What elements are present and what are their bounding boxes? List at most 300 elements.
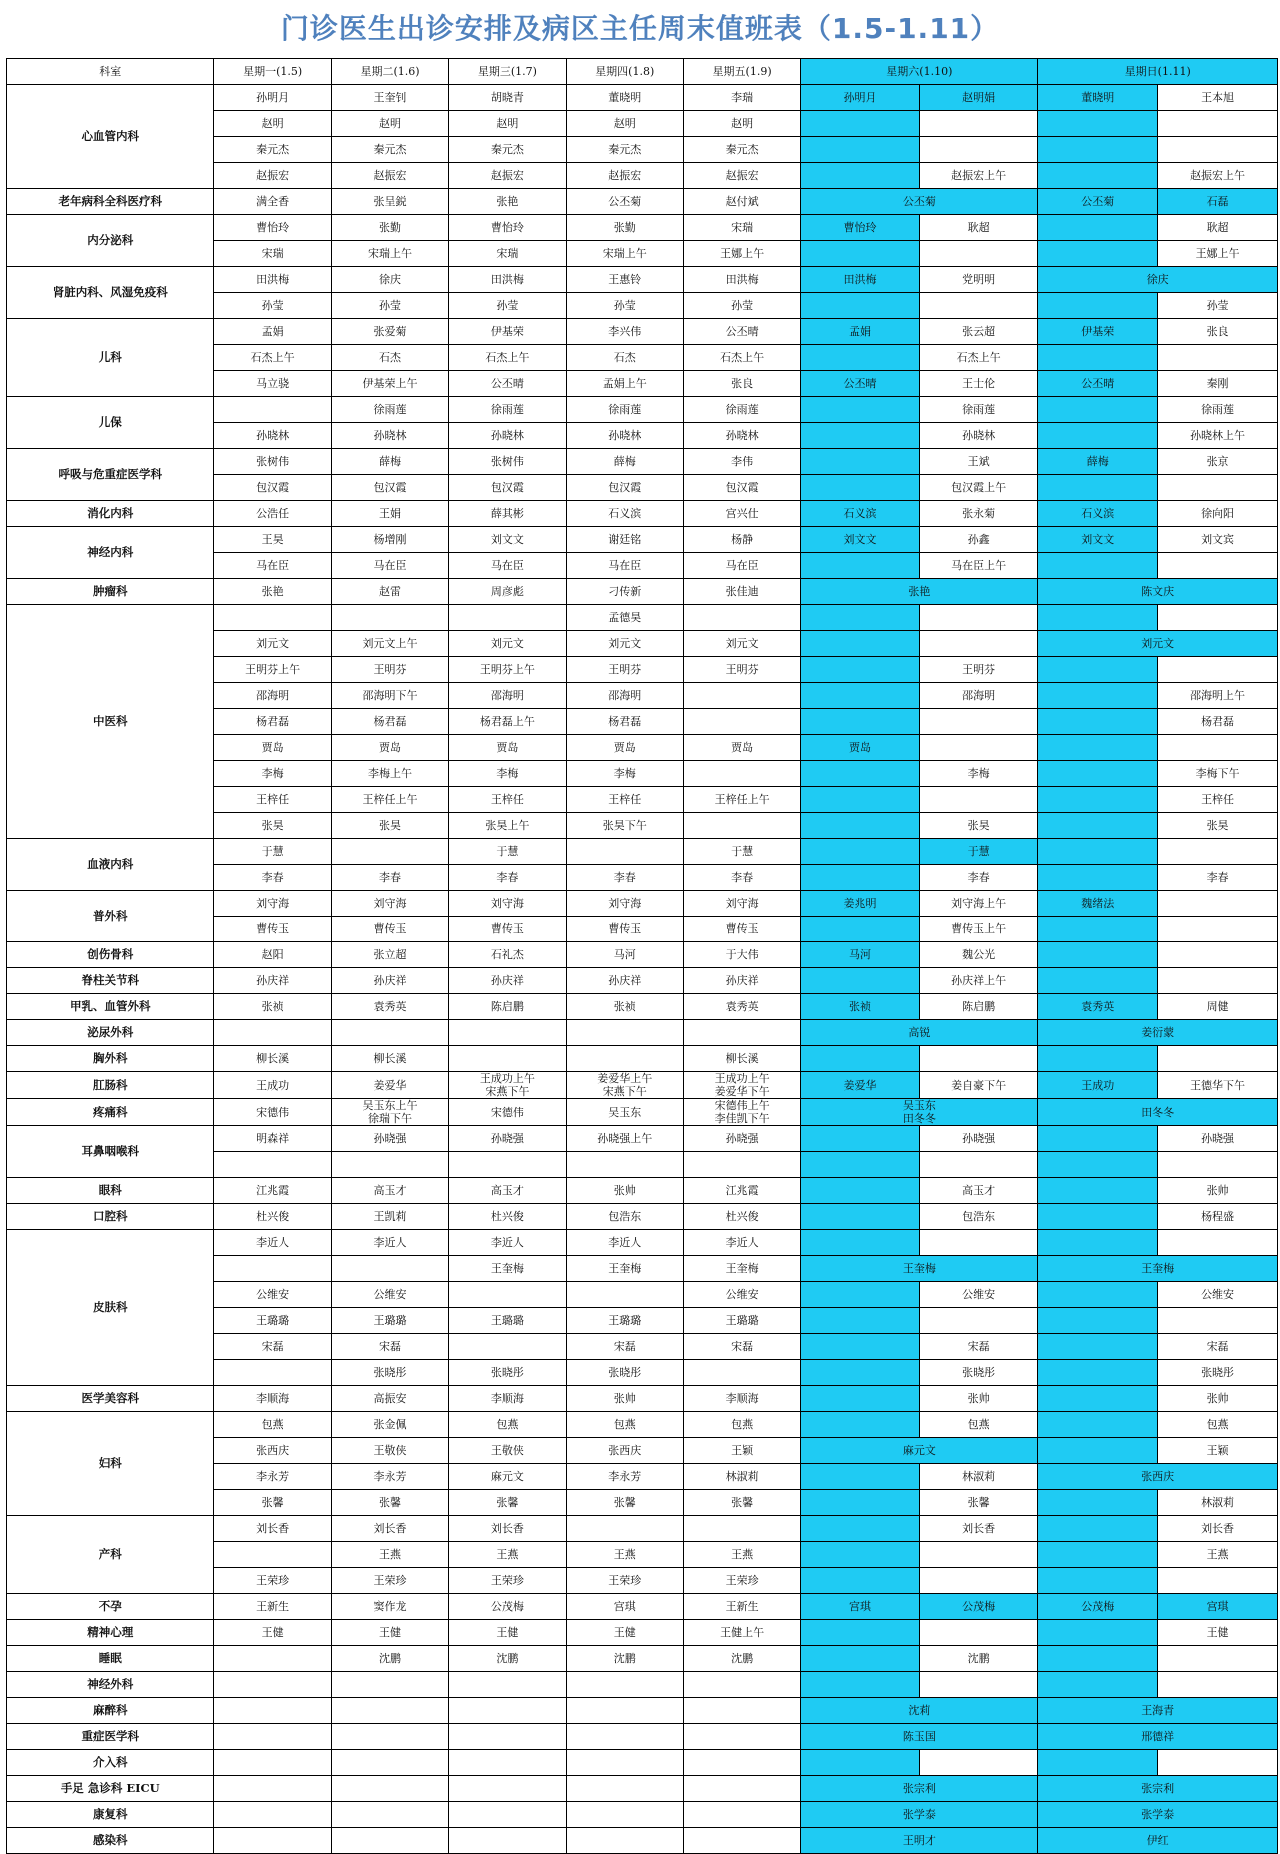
schedule-cell-wed: 沈鹏 — [449, 1646, 566, 1672]
schedule-cell-wed — [449, 1698, 566, 1724]
schedule-cell-sat-a: 王明才 — [801, 1827, 1038, 1853]
schedule-cell-thu: 宋磊 — [566, 1334, 683, 1360]
schedule-cell-mon — [214, 396, 331, 422]
schedule-cell-sat-b — [919, 1542, 1038, 1568]
department-name: 疼痛科 — [7, 1099, 214, 1126]
schedule-cell-mon: 孙晓林 — [214, 422, 331, 448]
schedule-cell-thu: 王燕 — [566, 1542, 683, 1568]
schedule-cell-sun-a — [1038, 786, 1158, 812]
table-row — [7, 994, 1278, 1020]
schedule-cell-wed: 王奎梅 — [449, 1256, 566, 1282]
schedule-cell-sun-a — [1038, 1046, 1158, 1072]
schedule-cell-thu: 张馨 — [566, 1490, 683, 1516]
schedule-cell-fri: 宫兴仕 — [683, 500, 800, 526]
schedule-cell-fri: 王荣珍 — [683, 1568, 800, 1594]
schedule-cell-sat-a — [801, 708, 920, 734]
department-name: 甲乳、血管外科 — [7, 994, 214, 1020]
schedule-cell-sun-a: 伊基荣 — [1038, 318, 1158, 344]
schedule-cell-thu — [566, 1776, 683, 1802]
schedule-cell-mon: 杜兴俊 — [214, 1204, 331, 1230]
schedule-cell-tue: 张勤 — [331, 214, 448, 240]
schedule-cell-sun-a: 张西庆 — [1038, 1464, 1278, 1490]
schedule-cell-sun-b: 张帅 — [1158, 1178, 1278, 1204]
schedule-cell-sun-b — [1158, 110, 1278, 136]
schedule-cell-wed — [449, 1046, 566, 1072]
schedule-cell-tue — [331, 604, 448, 630]
schedule-cell-sat-b: 张永菊 — [919, 500, 1038, 526]
schedule-cell-sat-a — [801, 1750, 920, 1776]
schedule-cell-wed: 刘文文 — [449, 526, 566, 552]
schedule-cell-thu: 赵振宏 — [566, 162, 683, 188]
schedule-cell-thu — [566, 1282, 683, 1308]
schedule-cell-thu: 包燕 — [566, 1412, 683, 1438]
schedule-cell-wed: 李顺海 — [449, 1386, 566, 1412]
table-row — [7, 1776, 1278, 1802]
schedule-cell-fri: 赵付斌 — [683, 188, 800, 214]
schedule-cell-mon: 刘元文 — [214, 630, 331, 656]
schedule-cell-sat-b: 张云超 — [919, 318, 1038, 344]
schedule-cell-sat-a — [801, 630, 920, 656]
schedule-cell-sat-a: 刘文文 — [801, 526, 920, 552]
schedule-cell-wed: 刘长香 — [449, 1516, 566, 1542]
schedule-cell-mon — [214, 1776, 331, 1802]
table-row — [7, 1516, 1278, 1542]
department-name: 内分泌科 — [7, 214, 214, 266]
schedule-cell-thu — [566, 1802, 683, 1828]
table-row — [7, 968, 1278, 994]
schedule-cell-tue: 李永芳 — [331, 1464, 448, 1490]
schedule-cell-sun-a — [1038, 344, 1158, 370]
schedule-cell-sun-b: 秦刚 — [1158, 370, 1278, 396]
schedule-cell-tue: 高玉才 — [331, 1178, 448, 1204]
schedule-cell-tue: 李春 — [331, 864, 448, 890]
schedule-cell-fri — [683, 1750, 800, 1776]
schedule-cell-sat-b: 徐雨莲 — [919, 396, 1038, 422]
schedule-cell-sun-b: 孙晓强 — [1158, 1126, 1278, 1152]
schedule-cell-fri: 于大伟 — [683, 942, 800, 968]
schedule-cell-sun-b — [1158, 838, 1278, 864]
schedule-cell-sat-a: 陈玉国 — [801, 1724, 1038, 1750]
schedule-cell-sat-a: 贾岛 — [801, 734, 920, 760]
schedule-cell-sun-b: 孙晓林上午 — [1158, 422, 1278, 448]
table-row — [7, 214, 1278, 240]
schedule-cell-sat-a: 公丕晴 — [801, 370, 920, 396]
schedule-cell-tue: 孙晓强 — [331, 1126, 448, 1152]
schedule-cell-wed: 张晓彤 — [449, 1360, 566, 1386]
schedule-cell-wed: 孙晓林 — [449, 422, 566, 448]
schedule-cell-mon — [214, 1020, 331, 1046]
schedule-cell-tue: 王明芬 — [331, 656, 448, 682]
schedule-cell-sat-a — [801, 1672, 920, 1698]
schedule-cell-sun-b — [1158, 1568, 1278, 1594]
schedule-cell-wed: 公丕晴 — [449, 370, 566, 396]
schedule-cell-mon — [214, 1802, 331, 1828]
schedule-cell-thu: 包浩东 — [566, 1204, 683, 1230]
schedule-cell-sun-b: 李梅下午 — [1158, 760, 1278, 786]
table-row — [7, 1750, 1278, 1776]
schedule-cell-sat-a — [801, 1334, 920, 1360]
schedule-cell-tue — [331, 1724, 448, 1750]
schedule-cell-thu: 张西庆 — [566, 1438, 683, 1464]
department-name: 妇科 — [7, 1412, 214, 1516]
schedule-cell-sat-b: 党明明 — [919, 266, 1038, 292]
schedule-cell-tue: 刘守海 — [331, 890, 448, 916]
schedule-cell-fri: 王梓任上午 — [683, 786, 800, 812]
schedule-cell-sat-a — [801, 162, 920, 188]
schedule-cell-thu: 王奎梅 — [566, 1256, 683, 1282]
table-row — [7, 448, 1278, 474]
schedule-cell-wed: 杜兴俊 — [449, 1204, 566, 1230]
schedule-cell-tue: 马在臣 — [331, 552, 448, 578]
table-row — [7, 1412, 1278, 1438]
schedule-cell-sat-b: 于慧 — [919, 838, 1038, 864]
table-row — [7, 578, 1278, 604]
schedule-cell-sun-a: 伊红 — [1038, 1827, 1278, 1853]
schedule-cell-sun-b: 王本旭 — [1158, 85, 1278, 111]
schedule-cell-thu: 谢廷铭 — [566, 526, 683, 552]
schedule-cell-sat-b: 石杰上午 — [919, 344, 1038, 370]
schedule-cell-sat-a: 张艳 — [801, 578, 1038, 604]
schedule-cell-wed: 秦元杰 — [449, 136, 566, 162]
schedule-cell-fri: 王成功上午 姜爱华下午 — [683, 1072, 800, 1099]
schedule-cell-sun-b: 徐雨莲 — [1158, 396, 1278, 422]
schedule-cell-sat-a — [801, 1412, 920, 1438]
schedule-cell-sat-a: 孙明月 — [801, 85, 920, 111]
schedule-cell-wed: 王荣珍 — [449, 1568, 566, 1594]
schedule-cell-sat-a — [801, 396, 920, 422]
schedule-cell-wed — [449, 1152, 566, 1178]
schedule-cell-fri: 袁秀英 — [683, 994, 800, 1020]
schedule-cell-thu: 张昊下午 — [566, 812, 683, 838]
schedule-cell-sun-b: 徐向阳 — [1158, 500, 1278, 526]
schedule-cell-mon — [214, 1827, 331, 1853]
schedule-cell-sat-b — [919, 1620, 1038, 1646]
schedule-cell-mon: 于慧 — [214, 838, 331, 864]
schedule-cell-sat-a — [801, 604, 920, 630]
table-row — [7, 1620, 1278, 1646]
schedule-cell-sat-b: 孙晓强 — [919, 1126, 1038, 1152]
schedule-cell-thu: 公丕菊 — [566, 188, 683, 214]
schedule-cell-sat-b: 孙晓林 — [919, 422, 1038, 448]
schedule-cell-sun-b: 杨程盛 — [1158, 1204, 1278, 1230]
schedule-cell-sat-b: 李梅 — [919, 760, 1038, 786]
schedule-cell-fri: 王燕 — [683, 1542, 800, 1568]
schedule-cell-tue: 柳长溪 — [331, 1046, 448, 1072]
schedule-cell-mon: 王璐璐 — [214, 1308, 331, 1334]
schedule-cell-tue — [331, 1152, 448, 1178]
schedule-cell-sun-a — [1038, 422, 1158, 448]
schedule-cell-fri — [683, 1672, 800, 1698]
schedule-cell-fri: 张馨 — [683, 1490, 800, 1516]
schedule-cell-fri: 李顺海 — [683, 1386, 800, 1412]
schedule-cell-sun-a — [1038, 1230, 1158, 1256]
schedule-cell-tue: 张爱菊 — [331, 318, 448, 344]
schedule-cell-fri — [683, 1776, 800, 1802]
schedule-cell-thu: 石义滨 — [566, 500, 683, 526]
schedule-cell-thu — [566, 1827, 683, 1853]
schedule-cell-thu: 徐雨莲 — [566, 396, 683, 422]
schedule-cell-sun-a — [1038, 604, 1158, 630]
schedule-cell-sun-a — [1038, 1750, 1158, 1776]
department-name: 眼科 — [7, 1178, 214, 1204]
schedule-cell-mon: 张昊 — [214, 812, 331, 838]
schedule-cell-sat-a — [801, 136, 920, 162]
schedule-cell-fri: 孙晓林 — [683, 422, 800, 448]
schedule-cell-sat-b: 王明芬 — [919, 656, 1038, 682]
schedule-cell-mon — [214, 1256, 331, 1282]
schedule-cell-sat-b: 孙庆祥上午 — [919, 968, 1038, 994]
schedule-cell-wed: 陈启鹏 — [449, 994, 566, 1020]
schedule-cell-fri — [683, 604, 800, 630]
schedule-cell-sat-a — [801, 1386, 920, 1412]
table-row — [7, 1126, 1278, 1152]
schedule-cell-sun-b: 张帅 — [1158, 1386, 1278, 1412]
schedule-cell-sun-a — [1038, 474, 1158, 500]
schedule-cell-wed — [449, 604, 566, 630]
schedule-cell-wed: 张艳 — [449, 188, 566, 214]
schedule-cell-sun-b: 孙莹 — [1158, 292, 1278, 318]
schedule-cell-sun-a — [1038, 110, 1158, 136]
schedule-cell-fri: 徐雨莲 — [683, 396, 800, 422]
schedule-cell-fri: 王娜上午 — [683, 240, 800, 266]
schedule-cell-sun-a: 徐庆 — [1038, 266, 1278, 292]
schedule-cell-wed: 宋瑞 — [449, 240, 566, 266]
schedule-cell-wed — [449, 1334, 566, 1360]
schedule-cell-tue: 贾岛 — [331, 734, 448, 760]
schedule-cell-wed: 刘元文 — [449, 630, 566, 656]
schedule-cell-mon: 王成功 — [214, 1072, 331, 1099]
schedule-cell-tue: 张立超 — [331, 942, 448, 968]
department-name: 医学美容科 — [7, 1386, 214, 1412]
schedule-cell-sat-a — [801, 1230, 920, 1256]
schedule-cell-sat-a: 王奎梅 — [801, 1256, 1038, 1282]
schedule-cell-fri: 王颖 — [683, 1438, 800, 1464]
schedule-cell-wed: 王明芬上午 — [449, 656, 566, 682]
schedule-cell-sat-b: 姜自豪下午 — [919, 1072, 1038, 1099]
schedule-cell-thu: 王荣珍 — [566, 1568, 683, 1594]
schedule-cell-mon: 张树伟 — [214, 448, 331, 474]
schedule-cell-mon: 曹怡玲 — [214, 214, 331, 240]
schedule-cell-tue: 徐庆 — [331, 266, 448, 292]
schedule-cell-fri: 曹传玉 — [683, 916, 800, 942]
schedule-cell-mon: 贾岛 — [214, 734, 331, 760]
schedule-cell-tue: 李梅上午 — [331, 760, 448, 786]
schedule-cell-sat-b — [919, 136, 1038, 162]
schedule-cell-sat-a — [801, 812, 920, 838]
schedule-cell-sat-b: 陈启鹏 — [919, 994, 1038, 1020]
schedule-cell-fri: 王新生 — [683, 1594, 800, 1620]
table-row — [7, 318, 1278, 344]
schedule-cell-tue: 曹传玉 — [331, 916, 448, 942]
schedule-cell-sun-a: 袁秀英 — [1038, 994, 1158, 1020]
schedule-body — [7, 85, 1278, 1854]
header-tuesday: 星期二(1.6) — [331, 59, 448, 85]
schedule-cell-tue — [331, 1672, 448, 1698]
schedule-cell-sat-b: 刘守海上午 — [919, 890, 1038, 916]
schedule-cell-sun-a — [1038, 240, 1158, 266]
schedule-cell-tue: 袁秀英 — [331, 994, 448, 1020]
schedule-cell-sat-a — [801, 838, 920, 864]
schedule-cell-sun-b: 邵海明上午 — [1158, 682, 1278, 708]
table-row — [7, 1724, 1278, 1750]
schedule-cell-sat-a — [801, 1204, 920, 1230]
schedule-cell-mon: 包燕 — [214, 1412, 331, 1438]
schedule-cell-mon: 石杰上午 — [214, 344, 331, 370]
schedule-cell-sun-a — [1038, 734, 1158, 760]
schedule-cell-mon — [214, 1750, 331, 1776]
schedule-cell-thu: 宫琪 — [566, 1594, 683, 1620]
schedule-cell-sun-a: 邢德祥 — [1038, 1724, 1278, 1750]
schedule-cell-fri: 刘守海 — [683, 890, 800, 916]
table-row — [7, 188, 1278, 214]
schedule-cell-sun-b: 耿超 — [1158, 214, 1278, 240]
table-row — [7, 266, 1278, 292]
schedule-cell-tue: 窦作龙 — [331, 1594, 448, 1620]
schedule-cell-sun-a: 王成功 — [1038, 1072, 1158, 1099]
schedule-cell-tue: 赵明 — [331, 110, 448, 136]
schedule-cell-mon — [214, 604, 331, 630]
schedule-cell-sat-b: 马在臣上午 — [919, 552, 1038, 578]
schedule-cell-sat-a — [801, 1646, 920, 1672]
department-name: 神经内科 — [7, 526, 214, 578]
schedule-cell-sun-a: 董晓明 — [1038, 85, 1158, 111]
schedule-cell-tue: 孙莹 — [331, 292, 448, 318]
department-name: 睡眠 — [7, 1646, 214, 1672]
schedule-cell-wed: 胡晓青 — [449, 85, 566, 111]
schedule-cell-fri: 田洪梅 — [683, 266, 800, 292]
schedule-cell-sat-b: 孙鑫 — [919, 526, 1038, 552]
schedule-cell-sun-b: 王梓任 — [1158, 786, 1278, 812]
schedule-cell-thu: 王梓任 — [566, 786, 683, 812]
schedule-cell-wed: 张馨 — [449, 1490, 566, 1516]
schedule-cell-wed: 赵振宏 — [449, 162, 566, 188]
schedule-cell-tue — [331, 1256, 448, 1282]
schedule-cell-thu: 宋瑞上午 — [566, 240, 683, 266]
schedule-cell-sun-b — [1158, 1230, 1278, 1256]
schedule-cell-wed — [449, 1802, 566, 1828]
schedule-cell-wed: 周彦彪 — [449, 578, 566, 604]
schedule-cell-tue: 杨君磊 — [331, 708, 448, 734]
schedule-cell-sat-a — [801, 344, 920, 370]
table-row — [7, 1020, 1278, 1046]
schedule-cell-sun-a — [1038, 1178, 1158, 1204]
schedule-cell-sun-b: 张良 — [1158, 318, 1278, 344]
schedule-cell-tue: 邵海明下午 — [331, 682, 448, 708]
schedule-cell-tue: 刘元文上午 — [331, 630, 448, 656]
schedule-cell-tue: 王荣珍 — [331, 1568, 448, 1594]
schedule-cell-mon: 孙莹 — [214, 292, 331, 318]
department-name: 泌尿外科 — [7, 1020, 214, 1046]
schedule-cell-sun-a — [1038, 1334, 1158, 1360]
schedule-cell-mon: 曹传玉 — [214, 916, 331, 942]
schedule-cell-sun-a: 张学泰 — [1038, 1802, 1278, 1828]
schedule-cell-mon: 赵明 — [214, 110, 331, 136]
schedule-cell-mon: 包汉霞 — [214, 474, 331, 500]
department-name: 普外科 — [7, 890, 214, 942]
schedule-cell-wed: 孙庆祥 — [449, 968, 566, 994]
schedule-cell-fri: 杨静 — [683, 526, 800, 552]
table-row — [7, 1594, 1278, 1620]
schedule-cell-thu: 贾岛 — [566, 734, 683, 760]
schedule-cell-wed: 石杰上午 — [449, 344, 566, 370]
schedule-cell-tue: 宋瑞上午 — [331, 240, 448, 266]
schedule-cell-mon: 张馨 — [214, 1490, 331, 1516]
schedule-cell-sun-a: 张宗利 — [1038, 1776, 1278, 1802]
schedule-cell-mon — [214, 1672, 331, 1698]
schedule-cell-tue: 杨增刚 — [331, 526, 448, 552]
schedule-cell-thu: 李永芳 — [566, 1464, 683, 1490]
schedule-cell-fri — [683, 1698, 800, 1724]
schedule-cell-sat-b — [919, 604, 1038, 630]
schedule-cell-mon: 王昊 — [214, 526, 331, 552]
schedule-cell-tue: 徐雨莲 — [331, 396, 448, 422]
schedule-cell-thu: 王璐璐 — [566, 1308, 683, 1334]
department-name: 口腔科 — [7, 1204, 214, 1230]
schedule-cell-sat-b: 高玉才 — [919, 1178, 1038, 1204]
schedule-cell-fri: 王璐璐 — [683, 1308, 800, 1334]
schedule-cell-fri: 包燕 — [683, 1412, 800, 1438]
schedule-cell-sat-a — [801, 656, 920, 682]
schedule-cell-fri: 贾岛 — [683, 734, 800, 760]
schedule-cell-sat-b — [919, 708, 1038, 734]
schedule-cell-sat-b: 包燕 — [919, 1412, 1038, 1438]
schedule-cell-sun-b: 张京 — [1158, 448, 1278, 474]
schedule-cell-sun-b — [1158, 1646, 1278, 1672]
schedule-cell-wed: 薛其彬 — [449, 500, 566, 526]
schedule-cell-mon: 李春 — [214, 864, 331, 890]
schedule-cell-mon: 张祯 — [214, 994, 331, 1020]
schedule-cell-sat-a — [801, 448, 920, 474]
schedule-cell-sat-b: 宋磊 — [919, 1334, 1038, 1360]
schedule-cell-sat-b — [919, 1308, 1038, 1334]
schedule-cell-sun-a — [1038, 552, 1158, 578]
schedule-cell-thu: 赵明 — [566, 110, 683, 136]
schedule-cell-fri: 王健上午 — [683, 1620, 800, 1646]
schedule-cell-sat-b — [919, 110, 1038, 136]
schedule-cell-tue: 张晓彤 — [331, 1360, 448, 1386]
schedule-cell-tue: 姜爱华 — [331, 1072, 448, 1099]
header-monday: 星期一(1.5) — [214, 59, 331, 85]
schedule-cell-fri — [683, 1802, 800, 1828]
schedule-cell-fri: 林淑莉 — [683, 1464, 800, 1490]
department-name: 儿保 — [7, 396, 214, 448]
schedule-cell-fri: 石杰上午 — [683, 344, 800, 370]
schedule-cell-sun-b — [1158, 1152, 1278, 1178]
schedule-cell-sat-a — [801, 110, 920, 136]
schedule-cell-sun-b — [1158, 734, 1278, 760]
schedule-cell-fri: 刘元文 — [683, 630, 800, 656]
schedule-cell-sun-b: 石磊 — [1158, 188, 1278, 214]
schedule-cell-mon: 马在臣 — [214, 552, 331, 578]
schedule-cell-tue: 吴玉东上午 徐瑞下午 — [331, 1099, 448, 1126]
schedule-cell-fri: 于慧 — [683, 838, 800, 864]
schedule-cell-thu: 孟娟上午 — [566, 370, 683, 396]
schedule-cell-wed: 包燕 — [449, 1412, 566, 1438]
schedule-cell-sat-b — [919, 630, 1038, 656]
schedule-cell-wed: 曹传玉 — [449, 916, 566, 942]
schedule-cell-thu: 刘元文 — [566, 630, 683, 656]
schedule-cell-fri — [683, 1020, 800, 1046]
schedule-cell-sat-b: 林淑莉 — [919, 1464, 1038, 1490]
schedule-cell-wed: 李春 — [449, 864, 566, 890]
schedule-cell-sun-a: 魏绪法 — [1038, 890, 1158, 916]
schedule-cell-tue — [331, 1827, 448, 1853]
schedule-cell-tue: 张昊 — [331, 812, 448, 838]
table-row — [7, 1178, 1278, 1204]
schedule-cell-sat-b — [919, 1568, 1038, 1594]
schedule-cell-fri: 宋磊 — [683, 1334, 800, 1360]
schedule-cell-sun-a — [1038, 1646, 1158, 1672]
